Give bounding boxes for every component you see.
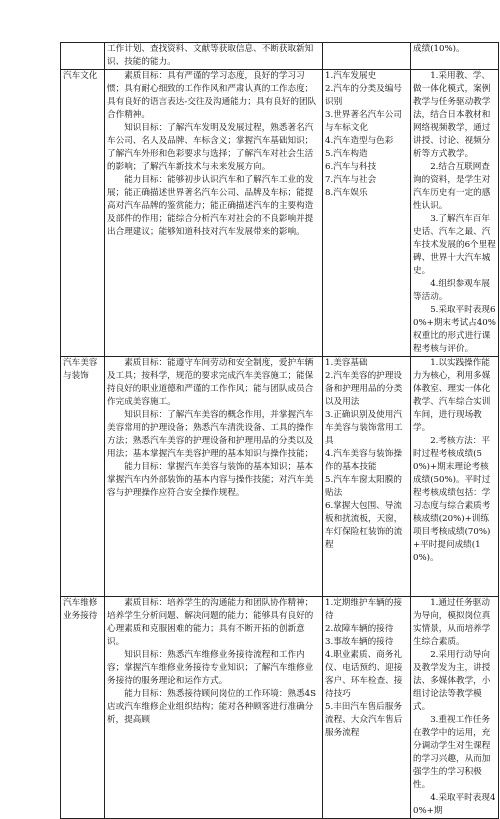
content-item: 2.汽车美容的护理设备和护理用品的分类以及用法 xyxy=(325,371,403,407)
methods-cell xyxy=(411,43,499,70)
course-name: 汽车文化 xyxy=(63,71,98,81)
table-row xyxy=(61,597,499,819)
goals-cell xyxy=(105,357,323,597)
course-name: 汽车维修业务接待 xyxy=(63,598,98,621)
content-item: 4.汽车造型与色彩 xyxy=(325,136,394,146)
content-item: 2.汽车的分类及编号识别 xyxy=(325,84,402,107)
method-paragraph: 1.采用教、学、做一体化模式，案例教学与任务驱动教学法，结合日本教材和网络视频教学，通过讲授、讨论、视频分析等方式教学。 xyxy=(413,71,491,159)
methods-cell xyxy=(411,70,499,357)
course-name-cell xyxy=(61,597,105,819)
method-paragraph: 2.结合互联网查询的资料，是学生对汽车历史有一定的感性认识。 xyxy=(413,162,491,211)
content-item: 1.定期维护车辆的接待 xyxy=(325,598,402,621)
method-paragraph: 1.通过任务驱动为导向，模拟岗位真实情景，从而培养学生综合素质。 xyxy=(413,598,491,647)
methods-cell xyxy=(411,357,499,597)
goal-paragraph: 能力目标：能够初步认识汽车和了解汽车工业的发展；能正确描述世界著名汽车公司、品牌及车标；能提高对汽车品牌的鉴赏能力；能正确描述汽车的主要构造及部件的作用；能综合分析汽车对社会的不良影响并提出合理建议；能够知道科技对汽车发展带来的影响。 xyxy=(107,175,314,237)
table-row xyxy=(61,70,499,357)
methods-cell xyxy=(411,597,499,819)
course-table xyxy=(60,42,499,819)
method-paragraph: 4.采取平时表现40%+期 xyxy=(413,793,496,816)
content-item: 5.汽车车窗太阳膜的贴法 xyxy=(325,475,402,498)
document-page xyxy=(60,42,498,816)
method-paragraph: 成绩(10%)。 xyxy=(413,44,465,54)
method-paragraph: 1.以实践操作能力为核心，利用多媒体教室、理实一体化教学、汽车综合实训车间，进行现场教学。 xyxy=(413,358,491,433)
content-item: 1.汽车发展史 xyxy=(325,71,377,81)
content-item: 2.故障车辆的接待 xyxy=(325,624,394,634)
course-name-cell xyxy=(61,357,105,597)
content-item: 3.事故车辆的接待 xyxy=(325,637,394,647)
content-item: 5.丰田汽车售后服务流程、大众汽车售后服务流程 xyxy=(325,702,403,738)
method-paragraph: 4.组织参观车展等活动。 xyxy=(413,279,490,302)
goal-paragraph: 知识目标：了解汽车美容的概念作用，并掌握汽车美容常用的护理设备；熟悉汽车清洗设备、工具的操作方法；熟悉汽车美容的护理设备和护理用品的分类以及用法；基本掌握汽车美容护理的基本知识与操作技能； xyxy=(107,410,314,459)
goal-paragraph: 能力目标：熟悉接待顾问岗位的工作环境：熟悉4S店或汽车维修企业组织结构；能对各种顾客进行准确分析，提高顾 xyxy=(107,689,317,725)
goal-paragraph: 能力目标：掌握汽车美容与装饰的基本知识；基本掌握汽车内外部装饰的基本内容与操作技能；对汽车美容与护理操作应符合安全操作规程。 xyxy=(107,462,314,498)
course-name: 汽车美容与装饰 xyxy=(63,358,98,381)
method-paragraph: 2.采用行动导向及教学发为主，讲授法、多媒体教学，小组讨论法等教学模式。 xyxy=(413,650,491,712)
goals-cell xyxy=(105,43,323,70)
goal-paragraph: 素质目标：能遵守车间劳动和安全制度，爱护车辆及工具；按科学，规范的要求完成汽车美容施工；能保持良好的职业道德和严谨的工作作风；能与团队成员合作完成美容施工。 xyxy=(107,358,314,407)
content-item: 6.掌握大包围、导流板和扰流板，天窗，车灯保险杠装饰的流程 xyxy=(325,501,403,550)
goals-cell xyxy=(105,597,323,819)
content-item: 5.汽车构造 xyxy=(325,149,368,159)
method-paragraph: 3.重视工作任务在教学中的运用，充分调动学生对生课程的学习兴趣，从而加强学生的学习积极性。 xyxy=(413,715,491,790)
goal-paragraph: 素质目标：培养学生的沟通能力和团队协作精神；培养学生分析问题、解决问题的能力；能够具有良好的心理素质和克服困难的能力；具有不断开拓的创新意识。 xyxy=(107,598,314,647)
goal-paragraph: 素质目标：具有严谨的学习态度，良好的学习习惯；具有耐心细致的工作作风和严肃认真的工作态度；具有良好的语言表达-交往及沟通能力；具有良好的团队合作精神。 xyxy=(107,71,317,120)
method-paragraph: 5.采取平时表现60%+期末考试占40%权重比的形式进行课程考核与评价。 xyxy=(413,305,496,354)
content-item: 4.职业素质、商务礼仪、电话预约、迎接客户、环车检查、接待技巧 xyxy=(325,650,403,699)
course-table-body xyxy=(61,43,499,819)
content-item: 8.汽车娱乐 xyxy=(325,188,368,198)
content-item: 4.汽车美容与装饰操作的基本技能 xyxy=(325,449,402,472)
goal-paragraph: 知识目标：熟悉汽车维修业务接待流程和工作内容；掌握汽车维修业务接待专业知识；了解汽车维修业务接待的服务理论和运作方式。 xyxy=(107,650,314,686)
content-item: 3.正确识别及使用汽车美容与装饰常用工具 xyxy=(325,410,403,446)
contents-cell xyxy=(323,597,411,819)
content-item: 3.世界著名汽车公司与车标文化 xyxy=(325,110,402,133)
content-item: 6.汽车与科技 xyxy=(325,162,377,172)
method-paragraph: 3.了解汽车百年史话、汽车之最、汽车技术发展的6个里程碑、世界十大汽车城史。 xyxy=(413,214,496,276)
content-item: 7.汽车与社会 xyxy=(325,175,377,185)
goals-cell xyxy=(105,70,323,357)
course-name-cell xyxy=(61,70,105,357)
goal-paragraph: 知识目标：了解汽车发明及发展过程，熟悉著名汽车公司、名人及品牌、车标含义；掌握汽车基础知识；了解汽车外形和色彩要求与选择；了解汽车对社会生活的影响；了解汽车新技术与未来发展方向。 xyxy=(107,123,314,172)
course-name-cell xyxy=(61,43,105,70)
goal-paragraph: 工作计划、查找资料、文献等获取信息、不断获取新知识、技能的能力。 xyxy=(107,44,314,67)
method-paragraph: 2.考核方法：平时过程考核成绩(50%)+期末理论考核成绩(50%)。平时过程考核成绩包括：学习态度与综合素质考核成绩(20%)+训练项目考核成绩(70%)+平时提问成绩(10%)。 xyxy=(413,436,491,563)
content-item: 1.美容基础 xyxy=(325,358,368,368)
contents-cell xyxy=(323,357,411,597)
contents-cell xyxy=(323,43,411,70)
table-row xyxy=(61,43,499,70)
table-row xyxy=(61,357,499,597)
contents-cell xyxy=(323,70,411,357)
